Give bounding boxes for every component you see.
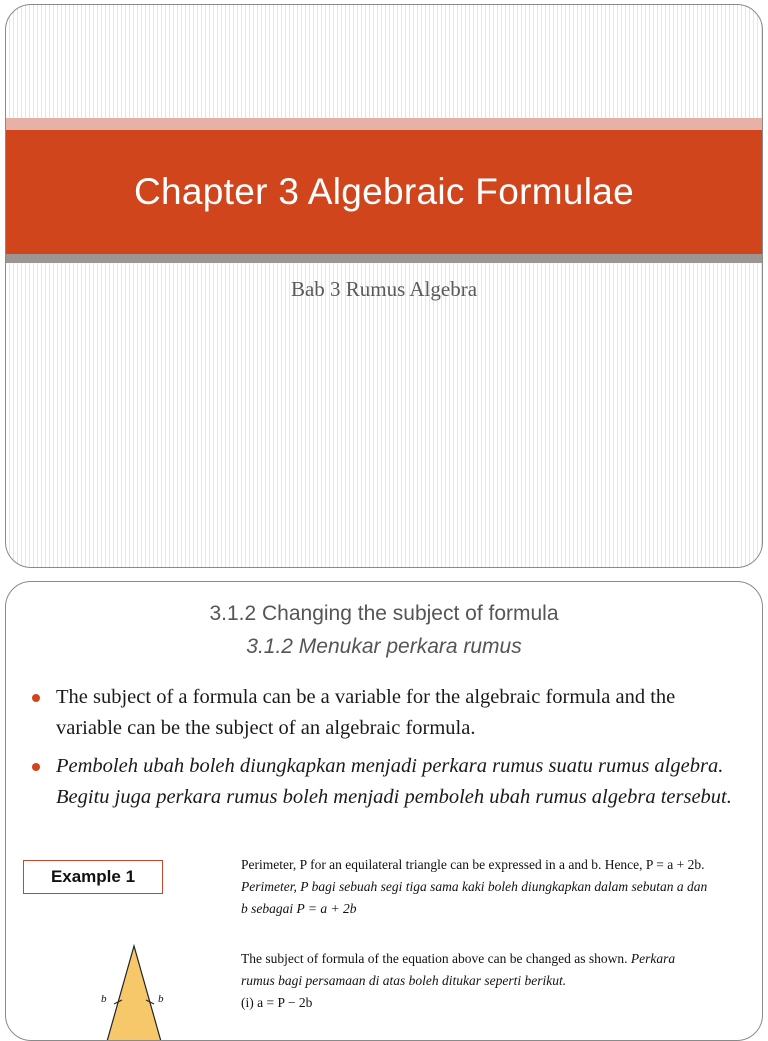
slide-subtitle: Bab 3 Rumus Algebra xyxy=(290,277,478,301)
bullet-item-english xyxy=(28,682,742,744)
example-label-box: Example 1 xyxy=(23,860,163,894)
bullet-text: The subject of a formula can be a variable for the algebraic formula and the variable can be the subject of an algebraic formula. xyxy=(56,686,676,739)
example-text-english: Perimeter, P for an equilateral triangle can be expressed in a and b. Hence, P = a + 2b. xyxy=(241,857,705,872)
example-text-english: The subject of formula of the equation above can be changed as shown. xyxy=(241,951,628,966)
isosceles-triangle-figure xyxy=(96,942,186,1041)
section-heading-malay: 3.1.2 Menukar perkara rumus xyxy=(246,635,522,658)
title-slide xyxy=(5,4,763,568)
title-band-top-stripe xyxy=(6,118,762,130)
bullet-item-malay xyxy=(28,751,742,813)
triangle-label-right: b xyxy=(158,993,164,1005)
bullet-dot-icon xyxy=(32,763,40,771)
bullet-list xyxy=(28,682,742,820)
section-heading: 3.1.2 Changing the subject of formula xyxy=(209,602,559,625)
example-step-i: (i) a = P − 2b xyxy=(241,995,313,1010)
content-slide xyxy=(5,581,763,1041)
title-band-bottom-stripe xyxy=(6,254,762,263)
bullet-dot-icon xyxy=(32,694,40,702)
triangle-shape xyxy=(104,946,164,1041)
example-paragraph-subject xyxy=(241,948,711,1014)
example-paragraph-perimeter xyxy=(241,854,711,920)
slide-title: Chapter 3 Algebraic Formulae xyxy=(134,171,634,212)
triangle-label-left: b xyxy=(101,993,107,1005)
example-text-malay: Perimeter, P bagi sebuah segi tiga sama kaki boleh diungkapkan dalam sebutan a dan b sebagai P = a + 2b xyxy=(241,879,708,916)
bullet-text: Pemboleh ubah boleh diungkapkan menjadi perkara rumus suatu rumus algebra. Begitu juga perkara rumus boleh menjadi pemboleh ubah rumus algebra tersebut. xyxy=(56,755,732,808)
example-text-malay: Perkara rumus bagi persamaan di atas boleh ditukar seperti berikut. xyxy=(241,951,676,988)
